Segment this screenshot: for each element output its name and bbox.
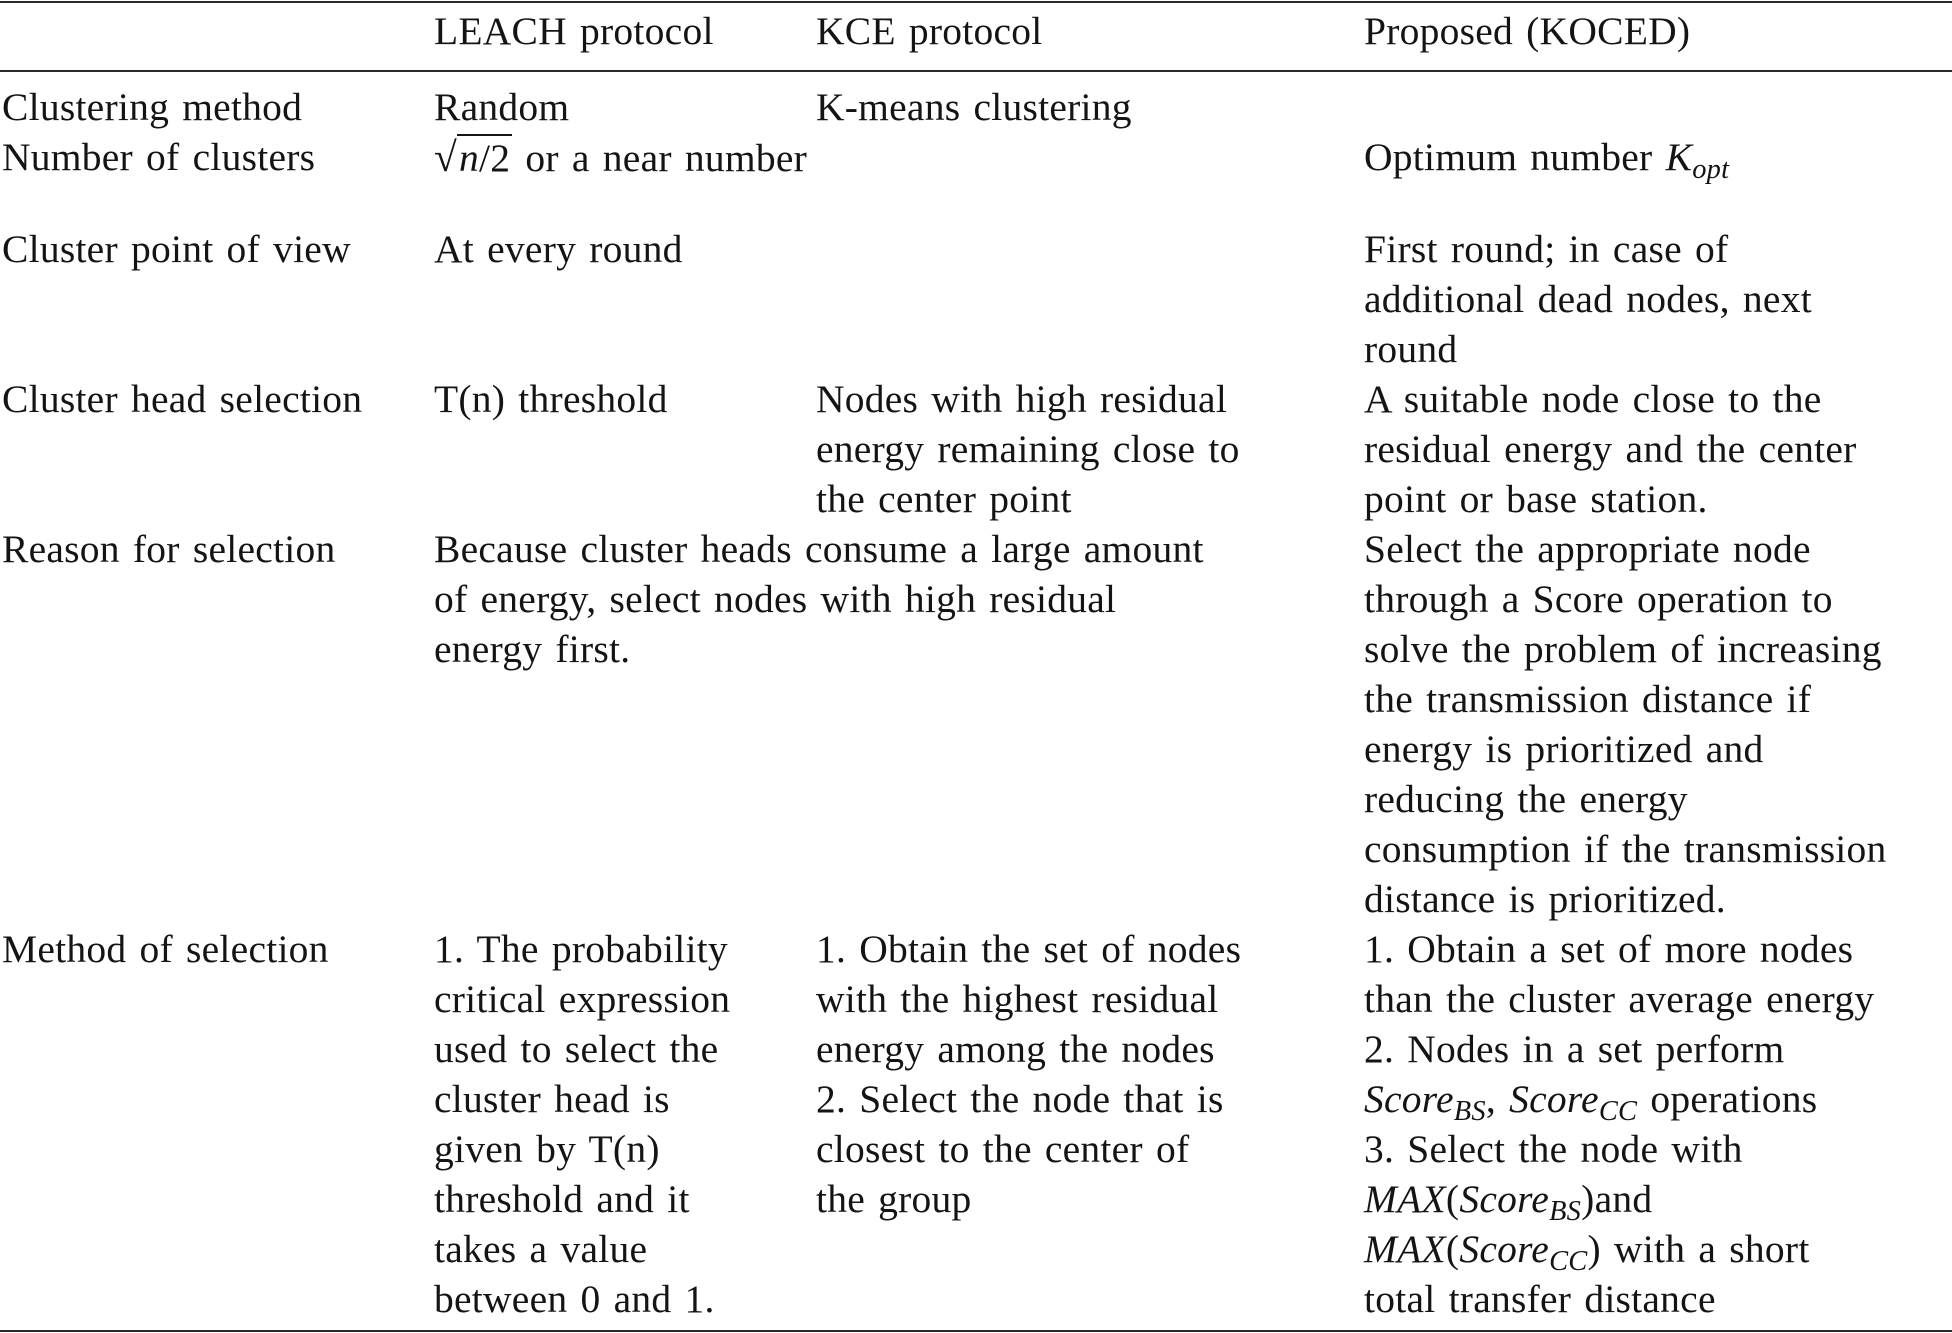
header-rule xyxy=(0,70,1952,72)
cell-kce-cluster-head-selection: Nodes with high residual energy remaining close to the center point xyxy=(816,377,1240,521)
cell-kce-clustering-method: K-means clustering xyxy=(816,85,1132,129)
row-label-clustering-method: Clustering method xyxy=(2,85,303,129)
cell-kce-method-of-selection: 1. Obtain the set of nodes with the highest residual energy among the nodes 2. Select the node that is closest to the center of the group xyxy=(816,927,1242,1221)
header-kce: KCE protocol xyxy=(816,9,1043,53)
header-leach: LEACH protocol xyxy=(434,9,714,53)
top-rule xyxy=(0,1,1952,3)
bottom-rule xyxy=(0,1330,1952,1332)
cell-leach-kce-reason-for-selection: Because cluster heads consume a large amount of energy, select nodes with high residual energy first. xyxy=(434,527,1204,671)
cell-leach-method-of-selection: 1. The probability critical expression used to select the cluster head is given by T(n) threshold and it takes a value between 0 and 1. xyxy=(434,927,731,1321)
cell-leach-kce-number-of-clusters: √n/2 or a near number xyxy=(434,132,807,183)
row-label-cluster-point-of-view: Cluster point of view xyxy=(2,227,351,271)
header-koced: Proposed (KOCED) xyxy=(1364,9,1691,53)
cell-koced-number-of-clusters: Optimum number $K_{opt}$ xyxy=(1364,135,1730,185)
row-label-cluster-head-selection: Cluster head selection xyxy=(2,377,363,421)
row-label-number-of-clusters: Number of clusters xyxy=(2,135,316,179)
cell-koced-cluster-head-selection: A suitable node close to the residual energy and the center point or base station. xyxy=(1364,377,1857,521)
cell-leach-cluster-head-selection: T(n) threshold xyxy=(434,377,668,421)
cell-koced-cluster-point-of-view: First round; in case of additional dead nodes, next round xyxy=(1364,227,1812,371)
cell-leach-clustering-method: Random xyxy=(434,85,570,129)
cell-leach-cluster-point-of-view: At every round xyxy=(434,227,683,271)
cell-koced-method-of-selection: 1. Obtain a set of more nodes than the cluster average energy 2. Nodes in a set perform Score$_{BS}$, Score$_{CC}$ operations 3. Select the node with MAX(Score$_{BS}$)and MAX(Score$_{CC}$) with a short total transfer distance xyxy=(1364,927,1875,1321)
row-label-method-of-selection: Method of selection xyxy=(2,927,329,971)
cell-koced-reason-for-selection: Select the appropriate node through a Score operation to solve the problem of increasing the transmission distance if energy is prioritized and reducing the energy consumption if the transmission distance is prioritized. xyxy=(1364,527,1887,921)
sqrt-expression: √n/2 xyxy=(434,134,511,180)
row-label-reason-for-selection: Reason for selection xyxy=(2,527,336,571)
